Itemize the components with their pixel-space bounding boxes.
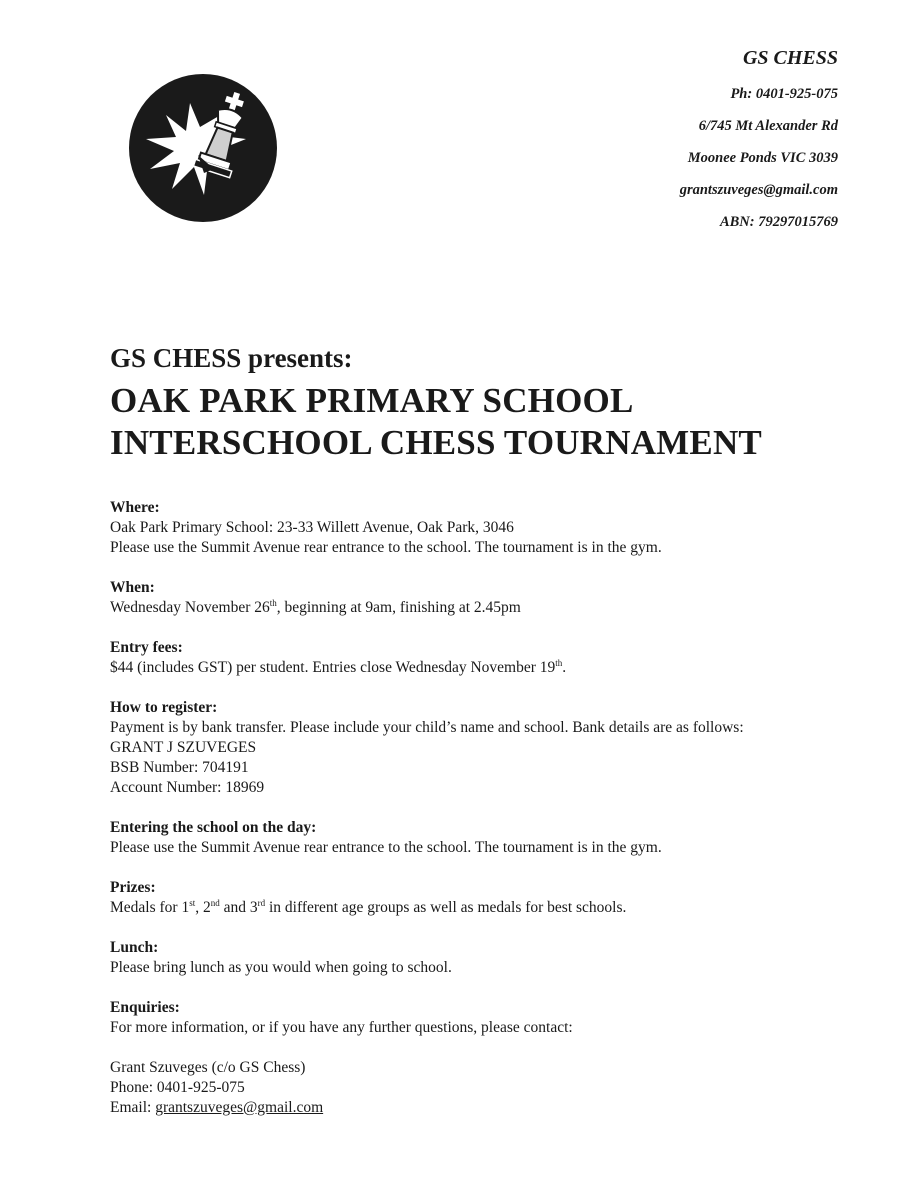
title-line-2: INTERSCHOOL CHESS TOURNAMENT <box>110 423 762 462</box>
fees-date-suffix: th <box>555 657 563 668</box>
section-enquiries-line1: For more information, or if you have any further questions, please contact: <box>110 1019 573 1036</box>
when-date: Wednesday November 26 <box>110 599 270 616</box>
section-register <box>110 698 830 798</box>
prizes-suffix-2: nd <box>210 897 220 908</box>
section-where-head: Where: <box>110 499 160 516</box>
letterhead-address-line1: 6/745 Mt Alexander Rd <box>698 118 838 134</box>
fees-end: . <box>562 659 567 676</box>
section-enquiries <box>110 998 830 1038</box>
section-prizes <box>110 878 830 918</box>
prizes-suffix-3: rd <box>257 897 266 908</box>
section-entering-head: Entering the school on the day: <box>110 819 317 836</box>
letterhead <box>680 46 838 238</box>
section-when-body <box>110 598 830 618</box>
section-lunch-head: Lunch: <box>110 939 159 956</box>
section-entering-line1: Please use the Summit Avenue rear entrance to the school. The tournament is in the gym. <box>110 839 662 856</box>
fees-text: $44 (includes GST) per student. Entries close Wednesday November 19 <box>110 659 556 676</box>
section-fees-body <box>110 658 830 678</box>
prizes-text-1: Medals for 1 <box>110 899 190 916</box>
bank-account-name: GRANT J SZUVEGES <box>110 739 257 756</box>
prizes-text-3: and 3 <box>219 899 258 916</box>
prizes-text-4: in different age groups as well as medals for best schools. <box>265 899 627 916</box>
section-where-line1: Oak Park Primary School: 23-33 Willett Avenue, Oak Park, 3046 <box>110 519 514 536</box>
section-where-line2: Please use the Summit Avenue rear entrance to the school. The tournament is in the gym. <box>110 539 662 556</box>
section-fees <box>110 638 830 678</box>
sections <box>110 498 830 1038</box>
contact-email-line <box>110 1098 830 1118</box>
section-where <box>110 498 830 558</box>
section-lunch-line1: Please bring lunch as you would when going to school. <box>110 959 452 976</box>
section-when <box>110 578 830 618</box>
contact-email-link[interactable]: grantszuveges@gmail.com <box>155 1099 324 1116</box>
letterhead-abn: ABN: 79297015769 <box>719 214 838 230</box>
title-line-1: OAK PARK PRIMARY SCHOOL <box>110 381 634 420</box>
contact-email-label: Email: <box>110 1099 156 1116</box>
section-enquiries-head: Enquiries: <box>110 999 180 1016</box>
section-register-head: How to register: <box>110 699 218 716</box>
letterhead-email: grantszuveges@gmail.com <box>679 182 838 198</box>
letterhead-org: GS CHESS <box>742 47 838 69</box>
bank-bsb: BSB Number: 704191 <box>110 759 249 776</box>
contact-block <box>110 1058 830 1118</box>
when-times: , beginning at 9am, finishing at 2.45pm <box>276 599 521 616</box>
section-when-head: When: <box>110 579 155 596</box>
bank-account-number: Account Number: 18969 <box>110 779 265 796</box>
letterhead-phone: Ph: 0401-925-075 <box>730 86 838 102</box>
presents-heading: GS CHESS presents: <box>110 343 353 373</box>
section-fees-head: Entry fees: <box>110 639 183 656</box>
contact-phone: Phone: 0401-925-075 <box>110 1079 245 1096</box>
section-prizes-head: Prizes: <box>110 879 156 896</box>
section-register-line1: Payment is by bank transfer. Please include your child’s name and school. Bank details are as follows: <box>110 719 744 736</box>
section-entering <box>110 818 830 858</box>
section-prizes-body <box>110 898 830 918</box>
main-content <box>110 340 830 1118</box>
prizes-suffix-1: st <box>189 897 196 908</box>
contact-name: Grant Szuveges (c/o GS Chess) <box>110 1059 306 1076</box>
when-date-suffix: th <box>269 597 277 608</box>
chess-king-burst-icon <box>128 73 278 223</box>
section-lunch <box>110 938 830 978</box>
prizes-text-2: , 2 <box>195 899 211 916</box>
letterhead-address-line2: Moonee Ponds VIC 3039 <box>687 150 838 166</box>
document-title <box>110 380 830 464</box>
